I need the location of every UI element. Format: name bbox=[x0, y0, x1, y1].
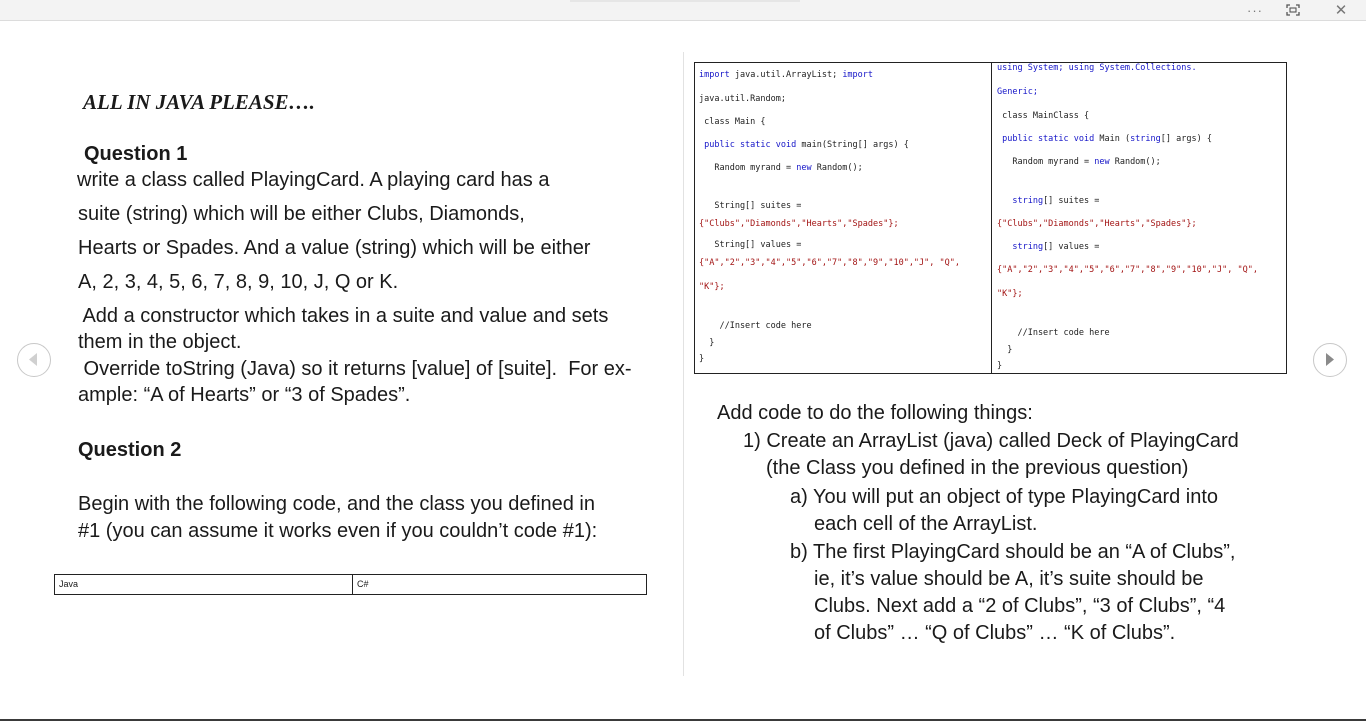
q1-text-line: Add a constructor which takes in a suite and value and sets bbox=[78, 305, 609, 327]
java-code-line: "K"}; bbox=[699, 282, 725, 292]
csharp-code-line: } bbox=[997, 361, 1003, 371]
table-header-java: Java bbox=[59, 579, 79, 589]
csharp-code-line: Random myrand = new Random(); bbox=[997, 157, 1161, 167]
next-page-button[interactable] bbox=[1313, 343, 1347, 377]
viewer-toolbar bbox=[0, 0, 1366, 21]
table-header-csharp: C# bbox=[357, 579, 369, 589]
fit-screen-icon bbox=[1286, 4, 1300, 16]
q1-text-line: A, 2, 3, 4, 5, 6, 7, 8, 9, 10, J, Q or K. bbox=[78, 271, 399, 293]
chevron-left-icon bbox=[18, 344, 49, 375]
page-heading: ALL IN JAVA PLEASE…. bbox=[83, 90, 315, 114]
item-a-line: a) You will put an object of type PlayingCard into bbox=[790, 486, 1219, 508]
csharp-code-line: } bbox=[997, 345, 1013, 355]
q1-text-line: ample: “A of Hearts” or “3 of Spades”. bbox=[78, 384, 411, 406]
java-code-line: class Main { bbox=[699, 117, 766, 127]
java-code-line: {"Clubs","Diamonds","Hearts","Spades"}; bbox=[699, 219, 899, 229]
csharp-code-line: class MainClass { bbox=[997, 111, 1090, 121]
more-options-icon[interactable]: ··· bbox=[1247, 2, 1263, 18]
question-1-title: Question 1 bbox=[84, 143, 188, 165]
q2-text-line: Begin with the following code, and the class you defined in bbox=[78, 493, 596, 515]
item-b-line: ie, it’s value should be A, it’s suite should be bbox=[814, 568, 1204, 590]
csharp-code-line: string[] suites = bbox=[997, 196, 1100, 206]
item-b-line: Clubs. Next add a “2 of Clubs”, “3 of Clubs”, “4 bbox=[814, 595, 1226, 617]
chevron-right-icon bbox=[1314, 344, 1345, 375]
language-table bbox=[54, 574, 647, 595]
java-code-line: String[] suites = bbox=[699, 201, 802, 211]
java-code-line: Random myrand = new Random(); bbox=[699, 163, 863, 173]
q1-text-line: suite (string) which will be either Clubs, Diamonds, bbox=[78, 203, 525, 225]
csharp-code-line: {"Clubs","Diamonds","Hearts","Spades"}; bbox=[997, 219, 1197, 229]
item-b-line: of Clubs” … “Q of Clubs” … “K of Clubs”. bbox=[814, 622, 1176, 644]
fit-screen-button[interactable] bbox=[1280, 0, 1306, 20]
item-a-line: each cell of the ArrayList. bbox=[814, 513, 1038, 535]
csharp-code-line: {"A","2","3","4","5","6","7","8","9","10","J", "Q", bbox=[997, 265, 1258, 275]
java-code-line: java.util.Random; bbox=[699, 94, 786, 104]
instructions-intro: Add code to do the following things: bbox=[717, 402, 1033, 424]
item-1-line: (the Class you defined in the previous question) bbox=[766, 457, 1189, 479]
csharp-code-line: Generic; bbox=[997, 87, 1038, 97]
java-code-line: } bbox=[699, 338, 715, 348]
table-column-divider bbox=[991, 63, 992, 373]
q1-text-line: Override toString (Java) so it returns [value] of [suite]. For ex- bbox=[78, 358, 632, 380]
csharp-code-line: public static void Main (string[] args) { bbox=[997, 134, 1212, 144]
question-2-title: Question 2 bbox=[78, 439, 182, 461]
close-button[interactable]: ✕ bbox=[1334, 2, 1348, 19]
java-code-line: import java.util.ArrayList; import bbox=[699, 70, 874, 80]
java-code-line: public static void main(String[] args) { bbox=[699, 140, 909, 150]
tab-indicator bbox=[570, 0, 800, 2]
java-code-line: {"A","2","3","4","5","6","7","8","9","10","J", "Q", bbox=[699, 258, 960, 268]
table-cell bbox=[55, 575, 353, 594]
q1-text-line: Hearts or Spades. And a value (string) which will be either bbox=[78, 237, 591, 259]
csharp-code-line: using System; using System.Collections. bbox=[997, 63, 1197, 73]
prev-page-button[interactable] bbox=[17, 343, 51, 377]
java-code-line: } bbox=[699, 354, 705, 364]
item-b-line: b) The first PlayingCard should be an “A of Clubs”, bbox=[790, 541, 1236, 563]
q1-text-line: them in the object. bbox=[78, 331, 242, 353]
java-code-line: String[] values = bbox=[699, 240, 802, 250]
java-code-line: //Insert code here bbox=[699, 321, 812, 331]
page-divider bbox=[683, 52, 684, 676]
csharp-code-line: "K"}; bbox=[997, 289, 1023, 299]
q2-text-line: #1 (you can assume it works even if you couldn’t code #1): bbox=[78, 520, 598, 542]
q1-text-line: write a class called PlayingCard. A playing card has a bbox=[77, 169, 550, 191]
item-1-line: 1) Create an ArrayList (java) called Deck of PlayingCard bbox=[743, 430, 1239, 452]
csharp-code-line: string[] values = bbox=[997, 242, 1100, 252]
csharp-code-line: //Insert code here bbox=[997, 328, 1110, 338]
